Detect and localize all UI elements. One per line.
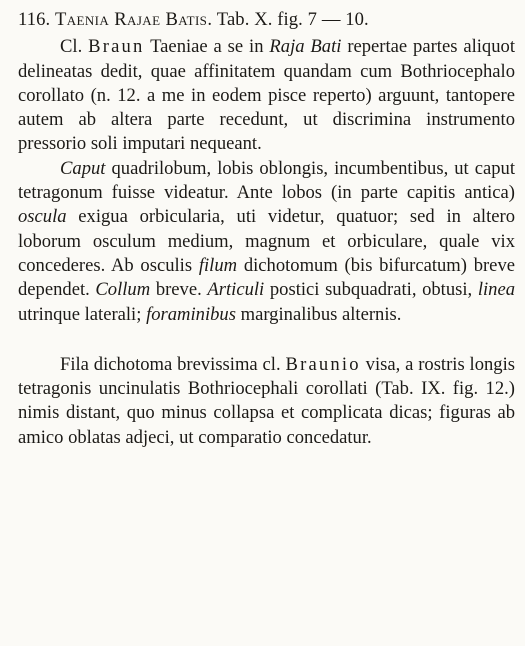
p2-text-6: utrinque laterali;: [18, 303, 142, 325]
p1-text-2: Taeniae a se in: [150, 36, 264, 58]
author-name-braun: Braun: [88, 36, 145, 58]
plate-reference: Tab. X. fig. 7 — 10.: [216, 9, 369, 30]
paragraph-2: [18, 157, 515, 327]
p2-text-1: quadrilobum, lobis oblongis, incumbentibus, ut caput tetragonum fuisse videatur. Ante lobos (in parte capitis antica): [18, 157, 515, 204]
p2-text-2: exigua orbicularia, uti videtur, quatuor; sed in altero loborum osculum medium, magnum et orbiculare, quale vix concederes. Ab osculis: [18, 206, 515, 276]
p2-text-3: dichotomum (bis bifurcatum) breve dependet.: [18, 254, 515, 301]
p2-text-4: breve.: [155, 279, 202, 301]
paragraph-3: [18, 353, 515, 450]
term-caput: Caput: [60, 157, 106, 179]
section-title: Taenia Rajae Batis.: [55, 9, 213, 30]
p3-text-2: visa, a rostris longis tetragonis uncinulatis Bothriocephali corollati (Tab. IX. fig. 12.) nimis distant, quo minus collapsa et complicata dicas; figuras ab amico oblatas adjeci, ut comparatio concedatur.: [18, 353, 515, 448]
p1-text-1: Cl.: [60, 36, 83, 58]
term-foraminibus: foraminibus: [146, 303, 236, 325]
p2-text-7: marginalibus alternis.: [240, 303, 402, 325]
term-articuli: Articuli: [207, 279, 265, 301]
p2-text-5: postici subquadrati, obtusi,: [269, 279, 473, 301]
author-name-braunio: Braunio: [285, 353, 361, 375]
p1-text-3: repertae partes aliquot delineatas dedit, quae affinitatem quandam cum Bothriocephalo corollato (n. 12. a me in eodem pisce reperto) arguunt, tantopere autem ab altera parte recedunt, ut discrimina instrumento pressorio soli imputari nequeant.: [18, 36, 515, 155]
term-linea: linea: [477, 279, 516, 301]
term-collum: Collum: [95, 279, 151, 301]
term-oscula: oscula: [18, 206, 67, 228]
paragraph-gap: [18, 327, 515, 353]
p3-text-1: Fila dichotoma brevissima cl.: [60, 353, 281, 375]
section-heading: [18, 8, 515, 32]
section-number: 116.: [18, 9, 51, 30]
paragraph-1: [18, 35, 515, 156]
host-name-raja-bati: Raja Bati: [269, 36, 342, 58]
term-filum: filum: [198, 254, 238, 276]
